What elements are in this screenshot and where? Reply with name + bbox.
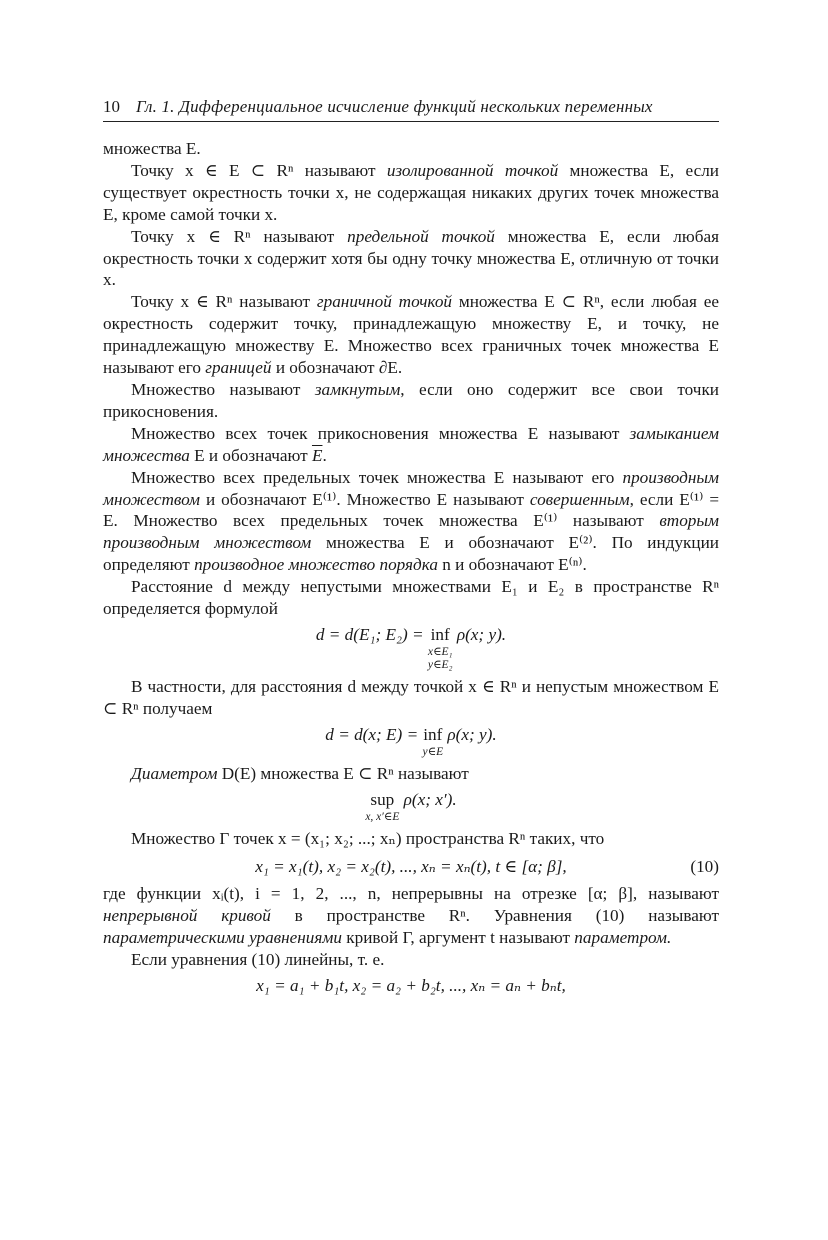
paragraph-closure: Множество всех точек прикосновения множества E называют замыканием множества E и обозначают $\overline{E}$.: [103, 423, 719, 465]
paragraph-continuation: множества E.: [103, 139, 201, 158]
equation-diameter: sup x, x′∈E ρ(x; x′).: [365, 789, 457, 823]
paragraph-linear: Если уравнения (10) линейны, т. е.: [131, 950, 385, 970]
running-title: Гл. 1. Дифференциальное исчисление функций нескольких переменных: [136, 97, 653, 116]
paragraph-boundary-point: Точку x ∈ Rⁿ называют граничной точкой множества E ⊂ Rⁿ, если любая ее окрестность содержит точку, принадлежащую множеству E, и точку, не принадлежащую множеству E. Множество всех граничных точек множества E называют его границей и обозначают ∂E.: [103, 292, 719, 378]
paragraph-derived-set: Множество всех предельных точек множества E называют его производным множеством и обозначают E⁽¹⁾. Множество E называют совершенным, если E⁽¹⁾ = E. Множество всех предельных точек множества E⁽¹⁾ называют вторым производным множеством множества E и обозначают E⁽²⁾. По индукции определяют производное множество порядка n и обозначают E⁽ⁿ⁾.: [103, 467, 720, 575]
page-number: 10: [103, 97, 120, 116]
equation-linear: x₁ = a₁ + b₁t, x₂ = a₂ + b₂t, ..., xₙ = aₙ + bₙt,: [256, 976, 566, 996]
paragraph-curve-set: Множество Γ точек x = (x₁; x₂; ...; xₙ) пространства Rⁿ таких, что: [131, 828, 605, 848]
paragraph-distance: Расстояние d между непустыми множествами E₁ и E₂ в пространстве Rⁿ определяется формулой: [103, 577, 719, 619]
running-header: [103, 96, 719, 122]
paragraph-point-distance: В частности, для расстояния d между точкой x ∈ Rⁿ и непустым множеством E ⊂ Rⁿ получаем: [103, 676, 719, 718]
equation-number: (10): [690, 856, 719, 876]
paragraph-closed-set: Множество называют замкнутым, если оно содержит все свои точки прикосновения.: [103, 379, 719, 421]
paragraph-diameter: Диаметром D(E) множества E ⊂ Rⁿ называют: [131, 763, 469, 783]
equation-point-distance: d = d(x; E) = inf y∈E ρ(x; y).: [325, 724, 497, 758]
book-page: [103, 96, 719, 1001]
paragraph-isolated-point: Точку x ∈ E ⊂ Rⁿ называют изолированной точкой множества E, если существует окрестность точки x, не содержащая никаких других точек множества E, кроме самой точки x.: [103, 160, 719, 224]
paragraph-limit-point: Точку x ∈ Rⁿ называют предельной точкой множества E, если любая окрестность точки x содержит хотя бы одну точку множества E, отличную от точки x.: [103, 226, 719, 290]
page-body: [103, 138, 719, 997]
equation-set-distance: d = d(E₁; E₂) = inf x∈E₁ y∈E₂ ρ(x; y).: [315, 624, 507, 671]
equation-10: x₁ = x₁(t), x₂ = x₂(t), ..., xₙ = xₙ(t), t ∈ [α; β], (10): [255, 856, 719, 876]
paragraph-continuous-curve: где функции xᵢ(t), i = 1, 2, ..., n, непрерывны на отрезке [α; β], называют непрерывной кривой в пространстве Rⁿ. Уравнения (10) называют параметрическими уравнениями кривой Γ, аргумент t называют параметром.: [103, 884, 719, 948]
